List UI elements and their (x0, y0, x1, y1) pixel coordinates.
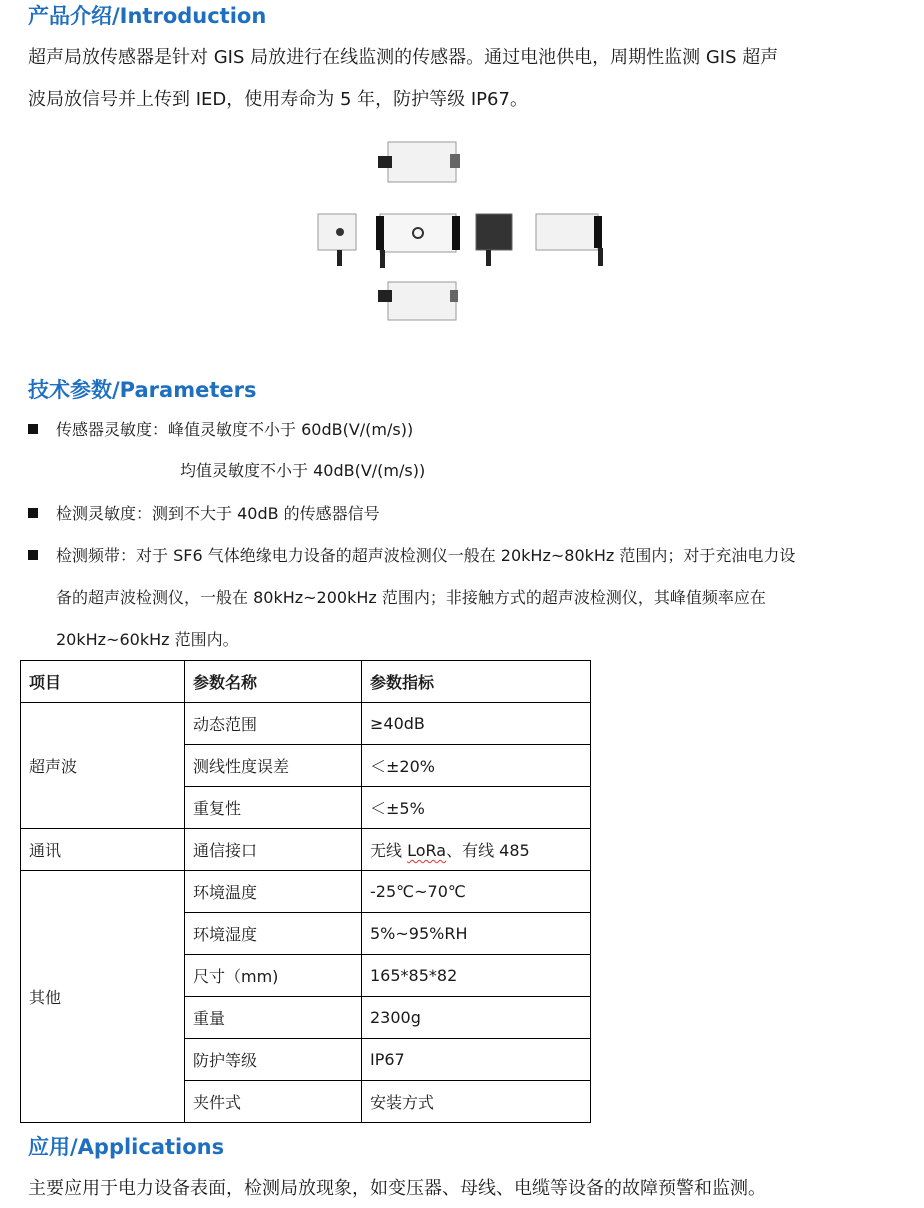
cell-name: 重复性 (185, 787, 362, 829)
table-header-row (21, 661, 591, 703)
cell-value: ≥40dB (362, 703, 591, 745)
intro-heading: 产品介绍/Introduction (28, 4, 267, 28)
left-view (318, 214, 356, 266)
parameters-table (20, 660, 591, 1123)
header-param-name: 参数名称 (185, 661, 362, 703)
cell-value: IP67 (362, 1039, 591, 1081)
table-row (21, 703, 591, 745)
cell-name: 尺寸（mm) (185, 955, 362, 997)
bullet-text: 传感器灵敏度：峰值灵敏度不小于 60dB(V/(m/s)) (56, 420, 414, 439)
bullet-square-icon (28, 508, 38, 518)
right-view (476, 214, 512, 266)
cell-name: 通信接口 (185, 829, 362, 871)
cell-value (362, 829, 591, 871)
applications-paragraph: 主要应用于电力设备表面，检测局放现象，如变压器、母线、电缆等设备的故障预警和监测。 (28, 1178, 766, 1199)
top-view (378, 142, 460, 182)
cell-name: 防护等级 (185, 1039, 362, 1081)
bullet-text-line1: 检测频带：对于 SF6 气体绝缘电力设备的超声波检测仪一般在 20kHz~80kHz 范围内；对于充油电力设 (56, 546, 796, 565)
cell-value: ＜±20% (362, 745, 591, 787)
product-views-figure (300, 132, 630, 332)
bullet-sensor-sensitivity-sub: 均值灵敏度不小于 40dB(V/(m/s)) (180, 461, 426, 480)
group-ultrasonic: 超声波 (21, 703, 185, 829)
cell-name: 环境温度 (185, 871, 362, 913)
cell-value: -25℃~70℃ (362, 871, 591, 913)
back-view (536, 214, 603, 266)
bullet-sensor-sensitivity (28, 409, 912, 451)
cell-value: 165*85*82 (362, 955, 591, 997)
bullet-text-line3: 20kHz~60kHz 范围内。 (56, 630, 239, 649)
group-communication: 通讯 (21, 829, 185, 871)
table-row (21, 829, 591, 871)
cell-value: ＜±5% (362, 787, 591, 829)
intro-paragraph-line1: 超声局放传感器是针对 GIS 局放进行在线监测的传感器。通过电池供电，周期性监测 GIS 超声 (28, 47, 779, 68)
cell-value: 2300g (362, 997, 591, 1039)
parameters-heading: 技术参数/Parameters (28, 378, 257, 402)
bullet-text-line2: 备的超声波检测仪，一般在 80kHz~200kHz 范围内；非接触方式的超声波检测仪，其峰值频率应在 (56, 588, 766, 607)
bottom-view (378, 282, 458, 320)
intro-paragraph-line2: 波局放信号并上传到 IED，使用寿命为 5 年，防护等级 IP67。 (28, 89, 528, 110)
bullet-detection-sensitivity (28, 493, 912, 535)
cell-name: 重量 (185, 997, 362, 1039)
bullet-square-icon (28, 550, 38, 560)
bullet-square-icon (28, 424, 38, 434)
group-other: 其他 (21, 871, 185, 1123)
applications-heading: 应用/Applications (28, 1135, 225, 1159)
cell-name: 夹件式 (185, 1081, 362, 1123)
bullet-text: 检测灵敏度：测到不大于 40dB 的传感器信号 (56, 504, 380, 523)
front-view (376, 214, 460, 268)
table-row (21, 871, 591, 913)
cell-value-pre: 无线 (370, 841, 408, 860)
cell-name: 测线性度误差 (185, 745, 362, 787)
cell-value-lora: LoRa (407, 841, 447, 860)
header-param-value: 参数指标 (362, 661, 591, 703)
cell-name: 环境湿度 (185, 913, 362, 955)
header-item: 项目 (21, 661, 185, 703)
cell-value-post: 、有线 485 (446, 841, 530, 860)
cell-name: 动态范围 (185, 703, 362, 745)
cell-value: 5%~95%RH (362, 913, 591, 955)
cell-value: 安装方式 (362, 1081, 591, 1123)
bullet-frequency-band (28, 535, 912, 661)
